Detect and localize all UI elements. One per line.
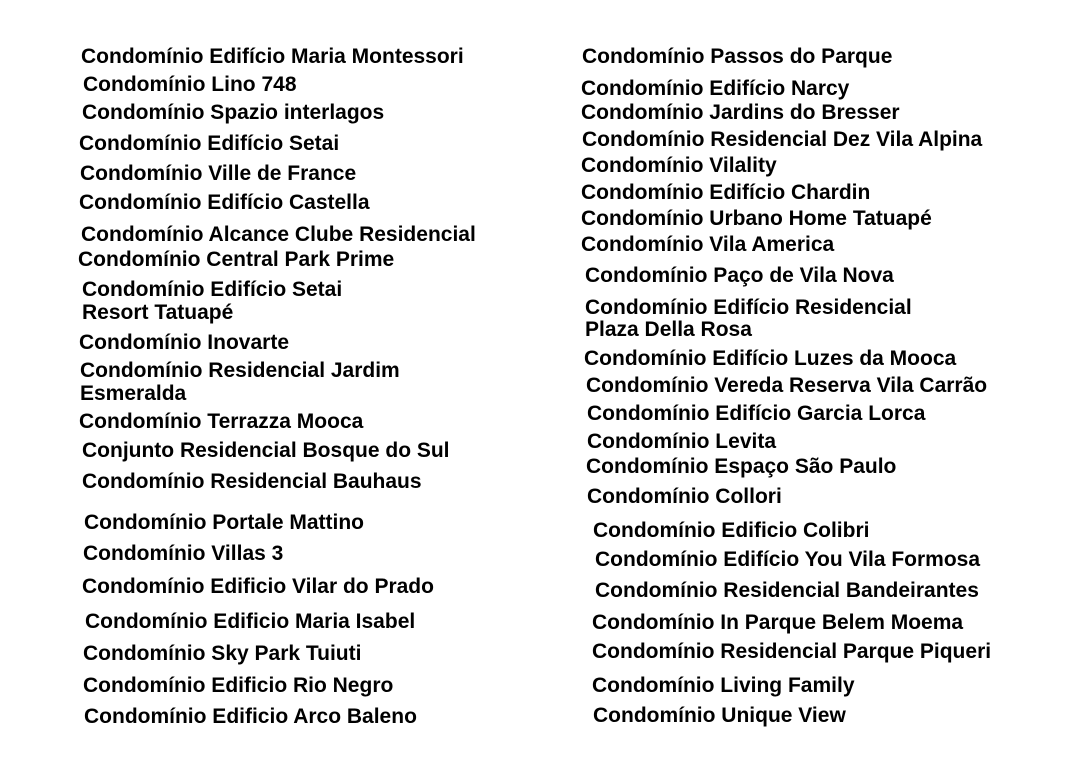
left-list-item: Condomínio Edificio Maria Isabel	[85, 610, 416, 633]
left-list-item: Condomínio Edifício Setai	[82, 278, 343, 301]
left-list-item: Condomínio Residencial Bauhaus	[82, 470, 422, 493]
left-list-item: Condomínio Portale Mattino	[84, 511, 364, 534]
right-list-item: Condomínio Vilality	[581, 154, 777, 177]
left-list-item: Esmeralda	[80, 382, 187, 405]
right-list-item: Condomínio Collori	[587, 485, 782, 508]
right-list-item: Condomínio Unique View	[593, 704, 846, 727]
right-list-item: Condomínio Passos do Parque	[582, 45, 893, 68]
right-list-item: Condomínio Residencial Dez Vila Alpina	[582, 128, 983, 151]
right-list-item: Condomínio Edifício Narcy	[581, 77, 850, 100]
left-list-item: Condomínio Inovarte	[79, 331, 289, 354]
right-list-item: Condomínio Residencial Bandeirantes	[595, 579, 979, 602]
right-list-item: Condomínio Espaço São Paulo	[586, 455, 897, 478]
right-list-item: Condomínio Vila America	[581, 233, 835, 256]
right-list-item: Condomínio Edifício Residencial	[585, 296, 912, 319]
left-list-item: Conjunto Residencial Bosque do Sul	[82, 439, 450, 462]
right-list-item: Condomínio Vereda Reserva Vila Carrão	[586, 374, 988, 397]
right-list-item: Condomínio Levita	[587, 430, 776, 453]
right-list-item: Condomínio Edifício Chardin	[581, 181, 871, 204]
left-list-item: Condomínio Edificio Vilar do Prado	[82, 575, 434, 598]
right-list-item: Condomínio Jardins do Bresser	[581, 101, 900, 124]
right-list-item: Condomínio Edifício Luzes da Mooca	[584, 347, 957, 370]
right-list-item: Condomínio Urbano Home Tatuapé	[581, 207, 932, 230]
left-list-item: Condomínio Edificio Arco Baleno	[84, 705, 417, 728]
left-list-item: Condomínio Edifício Setai	[79, 132, 340, 155]
right-list-item: Condomínio Edifício You Vila Formosa	[595, 548, 981, 571]
right-list-item: Condomínio Edifício Garcia Lorca	[587, 402, 926, 425]
left-list-item: Resort Tatuapé	[82, 301, 234, 324]
left-list-item: Condomínio Villas 3	[83, 542, 284, 565]
left-list-item: Condomínio Lino 748	[83, 73, 297, 96]
right-list-item: Condomínio In Parque Belem Moema	[592, 611, 964, 634]
right-list-item: Condomínio Edificio Colibri	[593, 519, 870, 542]
right-list-item: Condomínio Residencial Parque Piqueri	[592, 640, 992, 663]
right-list-item: Plaza Della Rosa	[585, 318, 752, 341]
left-list-item: Condomínio Edifício Castella	[79, 191, 370, 214]
left-list-item: Condomínio Ville de France	[80, 162, 357, 185]
left-list-item: Condomínio Alcance Clube Residencial	[81, 223, 476, 246]
right-list-item: Condomínio Paço de Vila Nova	[585, 264, 894, 287]
left-list-item: Condomínio Edificio Rio Negro	[83, 674, 394, 697]
left-list-item: Condomínio Edifício Maria Montessori	[81, 45, 464, 68]
right-list-item: Condomínio Living Family	[592, 674, 855, 697]
left-list-item: Condomínio Residencial Jardim	[80, 359, 400, 382]
left-list-item: Condomínio Sky Park Tuiuti	[83, 642, 362, 665]
left-list-item: Condomínio Terrazza Mooca	[79, 410, 364, 433]
left-list-item: Condomínio Spazio interlagos	[82, 101, 385, 124]
left-list-item: Condomínio Central Park Prime	[78, 248, 395, 271]
